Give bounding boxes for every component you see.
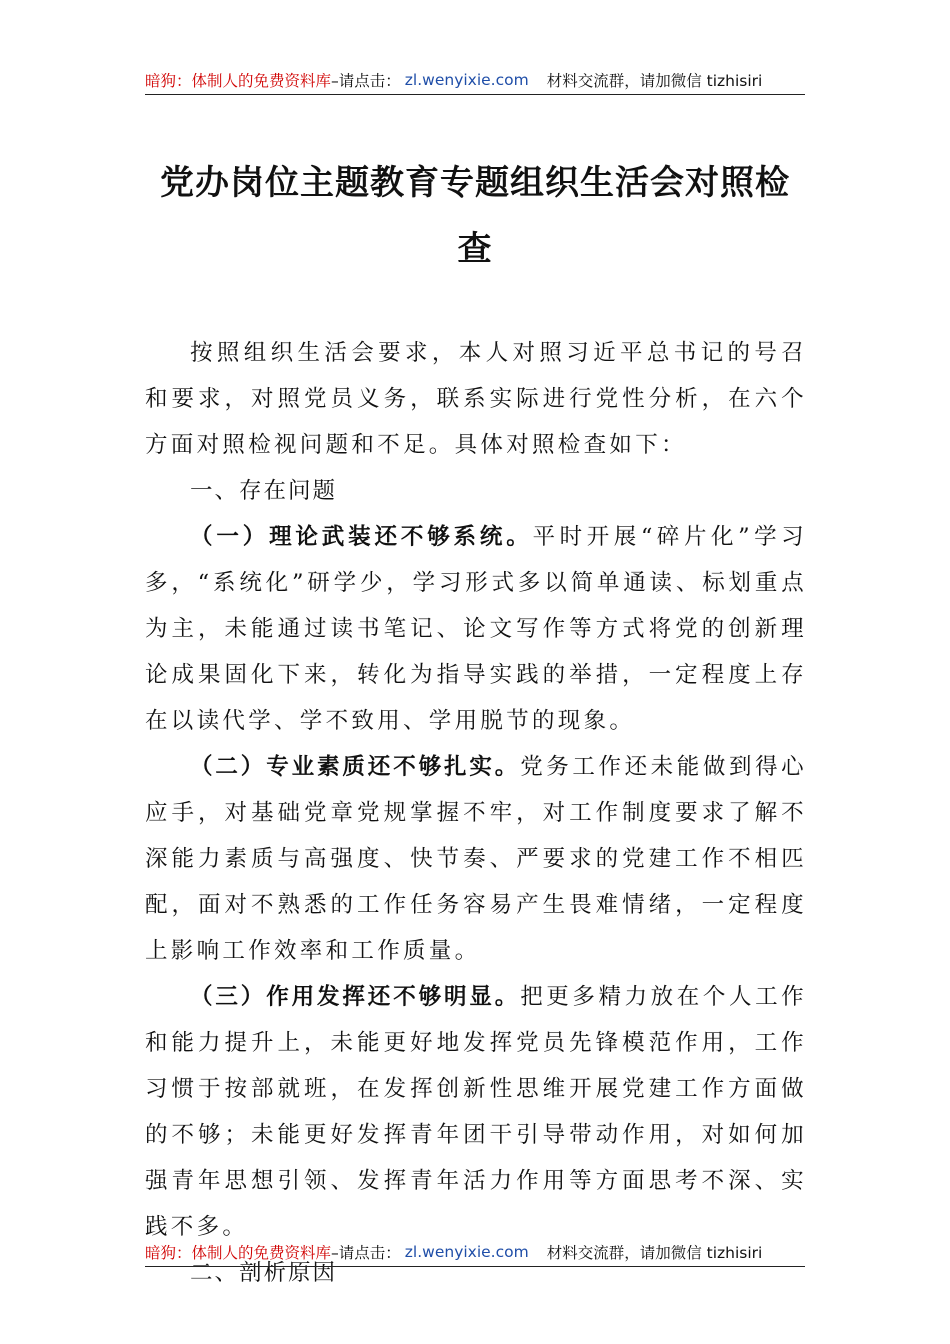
item-lead: （二）专业素质还不够扎实。 [190, 754, 521, 780]
item-paragraph [145, 974, 807, 1250]
document-title: 党办岗位主题教育专题组织生活会对照检查 [160, 163, 790, 269]
intro-paragraph: 按照组织生活会要求，本人对照习近平总书记的号召和要求，对照党员义务，联系实际进行党性分析，在六个方面对照检视问题和不足。具体对照检查如下： [145, 340, 807, 458]
document-body [145, 330, 807, 1296]
header-banner [145, 66, 805, 95]
footer-banner [145, 1238, 805, 1267]
item-paragraph [145, 744, 807, 974]
section-heading-problems: 一、存在问题 [190, 478, 338, 504]
banner-prompt: –请点击： [331, 1244, 401, 1262]
banner-site-name: 暗狗：体制人的免费资料库 [145, 1244, 332, 1262]
banner-link[interactable]: zl.wenyixie.com [404, 1243, 529, 1261]
banner-wechat: 材料交流群，请加微信 tizhisiri [546, 1244, 763, 1262]
section-heading-causes: 二、剖析原因 [190, 1260, 338, 1286]
item-text: 平时开展“碎片化”学习多，“系统化”研学少，学习形式多以简单通读、标划重点为主，未能通过读书笔记、论文写作等方式将党的创新理论成果固化下来，转化为指导实践的举措，一定程度上存在以读代学、学不致用、学用脱节的现象。 [145, 524, 807, 734]
banner-link[interactable]: zl.wenyixie.com [404, 71, 529, 89]
item-text: 党务工作还未能做到得心应手，对基础党章党规掌握不牢，对工作制度要求了解不深能力素质与高强度、快节奏、严要求的党建工作不相匹配，面对不熟悉的工作任务容易产生畏难情绪，一定程度上影响工作效率和工作质量。 [145, 754, 807, 964]
item-text: 把更多精力放在个人工作和能力提升上，未能更好地发挥党员先锋模范作用，工作习惯于按部就班，在发挥创新性思维开展党建工作方面做的不够；未能更好发挥青年团干引导带动作用，对如何加强青年思想引领、发挥青年活力作用等方面思考不深、实践不多。 [145, 984, 807, 1240]
banner-prompt: –请点击： [331, 72, 401, 90]
item-lead: （一）理论武装还不够系统。 [190, 524, 533, 550]
item-lead: （三）作用发挥还不够明显。 [190, 984, 521, 1010]
banner-site-name: 暗狗：体制人的免费资料库 [145, 72, 332, 90]
banner-wechat: 材料交流群，请加微信 tizhisiri [546, 72, 763, 90]
item-paragraph [145, 514, 807, 744]
